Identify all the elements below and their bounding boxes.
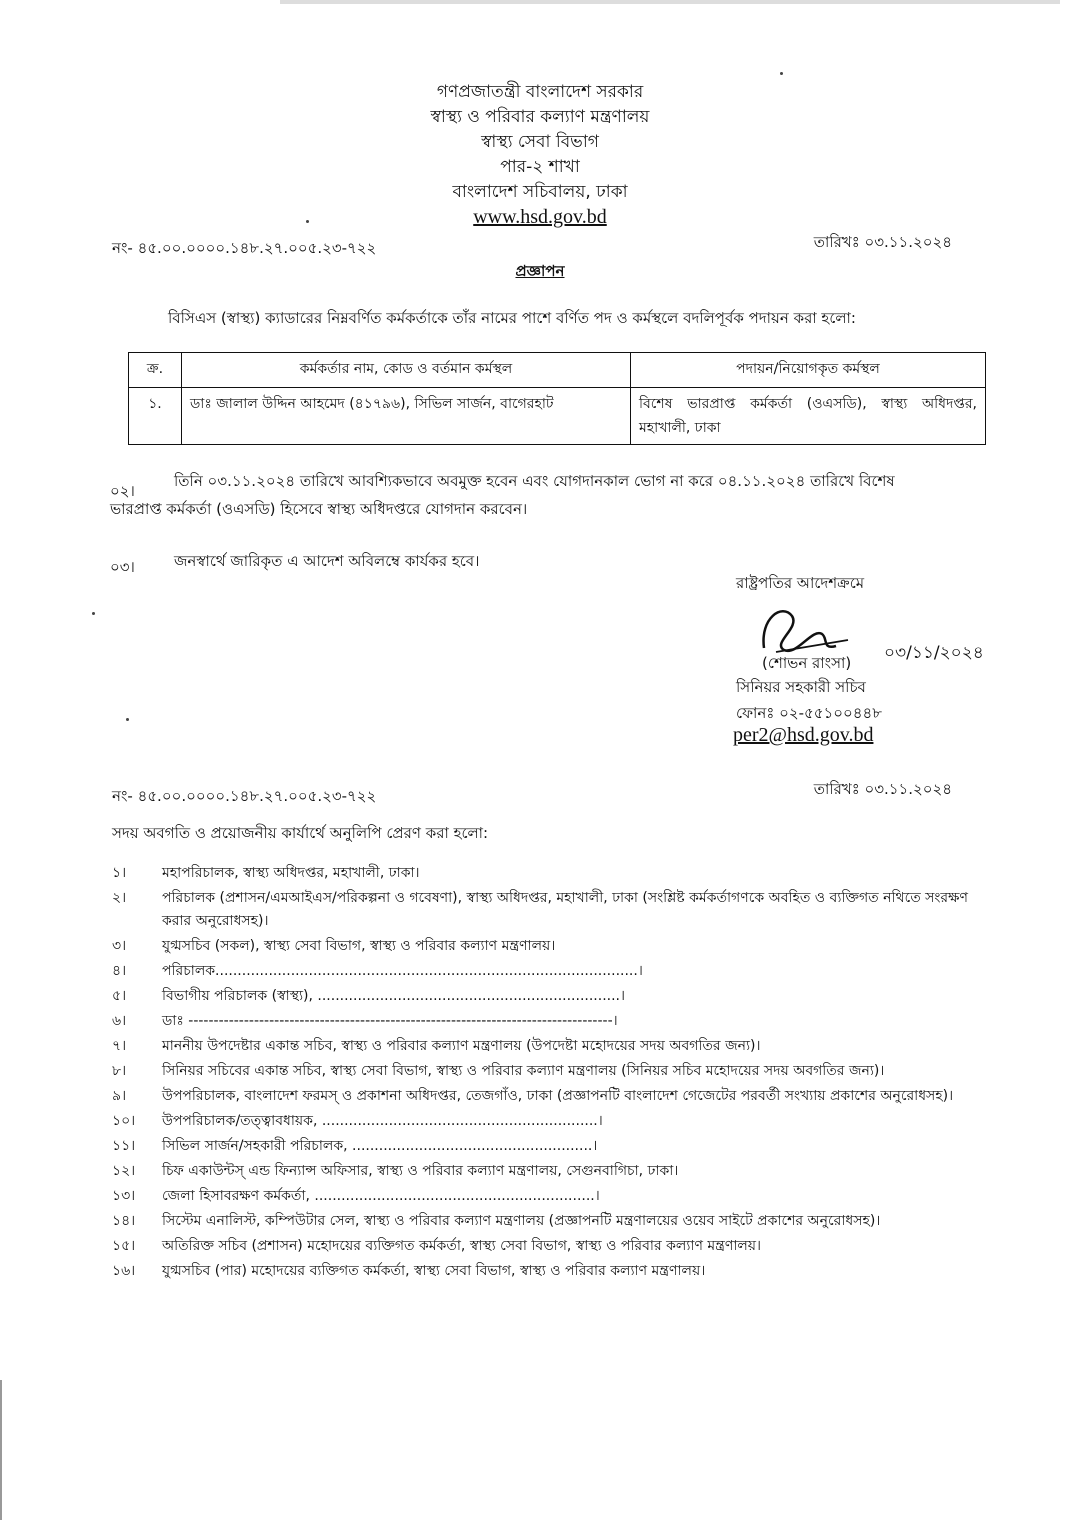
- item-text: সিনিয়র সচিবের একান্ত সচিব, স্বাস্থ্য সেবা বিভাগ, স্বাস্থ্য ও পরিবার কল্যাণ মন্ত্রণালয় (সিনিয়র সচিব মহোদয়ের সদয় অবগতির জন্য)।: [162, 1063, 885, 1079]
- item-number: ২।: [112, 890, 127, 906]
- table-row: [129, 388, 986, 445]
- para-2-line-2: ভারপ্রাপ্ত কর্মকর্তা (ওএসডি) হিসেবে স্বাস্থ্য অধিদপ্তরে যোগদান করবেন।: [110, 500, 528, 518]
- scan-speck: [126, 718, 129, 721]
- copy-intro: সদয় অবগতি ও প্রয়োজনীয় কার্যার্থে অনুলিপি প্রেরণ করা হলো:: [112, 824, 489, 842]
- website-link[interactable]: www.hsd.gov.bd: [473, 206, 607, 228]
- item-number: ১৩।: [112, 1188, 136, 1204]
- signatory-name: (শোভন রাংসা): [762, 654, 852, 672]
- scan-edge: [0, 1380, 2, 1520]
- list-item: [112, 1060, 992, 1083]
- item-number: ১২।: [112, 1163, 136, 1179]
- division-name: স্বাস্থ্য সেবা বিভাগ: [481, 132, 599, 152]
- order-line: রাষ্ট্রপতির আদেশক্রমে: [736, 574, 865, 592]
- list-item: [112, 1210, 992, 1233]
- scan-speck: [92, 612, 95, 615]
- item-number: ৮।: [112, 1063, 127, 1079]
- list-item: [112, 985, 992, 1008]
- item-text: ডাঃ ------------------------------------------------------------------------------------।: [162, 1013, 618, 1029]
- col-serial-header: ক্র.: [129, 353, 182, 388]
- item-number: ১৪।: [112, 1213, 136, 1229]
- item-number: ১০।: [112, 1113, 136, 1129]
- table-header-row: [129, 353, 986, 388]
- item-text: চিফ একাউন্টস্ এন্ড ফিন্যান্স অফিসার, স্বাস্থ্য ও পরিবার কল্যাণ মন্ত্রণালয়, সেগুনবাগিচা, ঢাকা।: [162, 1163, 679, 1179]
- list-item: [112, 1035, 992, 1058]
- item-number: ৩।: [112, 938, 127, 954]
- copy-date: তারিখঃ ০৩.১১.২০২৪: [813, 780, 952, 798]
- list-item: [112, 1110, 992, 1133]
- list-item: [112, 1235, 992, 1258]
- signatory-designation: সিনিয়র সহকারী সচিব: [736, 678, 866, 696]
- gov-name: গণপ্রজাতন্ত্রী বাংলাদেশ সরকার: [436, 82, 644, 102]
- item-text: মাননীয় উপদেষ্টার একান্ত সচিব, স্বাস্থ্য ও পরিবার কল্যাণ মন্ত্রণালয় (উপদেষ্টা মহোদয়ের সদয় অবগতির জন্য)।: [162, 1038, 761, 1054]
- col-officer-header: কর্মকর্তার নাম, কোড ও বর্তমান কর্মস্থল: [182, 353, 631, 388]
- item-number: ৯।: [112, 1088, 127, 1104]
- signature-date: ০৩/১১/২০২৪: [884, 643, 984, 663]
- scan-artifact: [280, 0, 1060, 4]
- posting-table: [128, 352, 986, 445]
- item-text: উপপরিচালক, বাংলাদেশ ফরমস্ ও প্রকাশনা অধিদপ্তর, তেজগাঁও, ঢাকা (প্রজ্ঞাপনটি বাংলাদেশ গেজেটের পরবর্তী সংখ্যায় প্রকাশের অনুরোধসহ)।: [162, 1088, 954, 1104]
- list-item: [112, 862, 992, 885]
- item-text: সিস্টেম এনালিস্ট, কম্পিউটার সেল, স্বাস্থ্য ও পরিবার কল্যাণ মন্ত্রণালয় (প্রজ্ঞাপনটি মন্ত্রণালয়ের ওয়েব সাইটে প্রকাশের অনুরোধসহ)।: [162, 1213, 881, 1229]
- notification-intro: বিসিএস (স্বাস্থ্য) ক্যাডারের নিম্নবর্ণিত কর্মকর্তাকে তাঁর নামের পাশে বর্ণিত পদ ও কর্মস্থলে বদলিপূর্বক পদায়ন করা হলো:: [168, 309, 856, 327]
- item-number: ৭।: [112, 1038, 127, 1054]
- item-text: পরিচালক (প্রশাসন/এমআইএস/পরিকল্পনা ও গবেষণা), স্বাস্থ্য অধিদপ্তর, মহাখালী, ঢাকা (সংশ্লিষ্ট কর্মকর্তাগণকে অবহিত ও ব্যক্তিগত নথিতে সংরক্ষণ করার অনুরোধসহ)।: [162, 890, 968, 929]
- item-text: জেলা হিসাবরক্ষণ কর্মকর্তা, ...............................................................।: [162, 1188, 600, 1204]
- list-item: [112, 887, 992, 933]
- item-text: সিভিল সার্জন/সহকারী পরিচালক, ......................................................।: [162, 1138, 598, 1154]
- office-address: বাংলাদেশ সচিবালয়, ঢাকা: [452, 182, 628, 202]
- para-3-text: জনস্বার্থে জারিকৃত এ আদেশ অবিলম্বে কার্যকর হবে।: [174, 552, 480, 570]
- list-item: [112, 935, 992, 958]
- item-text: অতিরিক্ত সচিব (প্রশাসন) মহোদয়ের ব্যক্তিগত কর্মকর্তা, স্বাস্থ্য সেবা বিভাগ, স্বাস্থ্য ও পরিবার কল্যাণ মন্ত্রণালয়।: [162, 1238, 762, 1254]
- col-posting-header: পদায়ন/নিয়োগকৃত কর্মস্থল: [631, 353, 986, 388]
- item-text: মহাপরিচালক, স্বাস্থ্য অধিদপ্তর, মহাখালী, ঢাকা।: [162, 865, 420, 881]
- item-text: উপপরিচালক/তত্ত্বাবধায়ক, ..............................................................।: [162, 1113, 603, 1129]
- copy-ref-number: নং- ৪৫.০০.০০০০.১৪৮.২৭.০০৫.২৩-৭২২: [112, 787, 377, 805]
- item-number: ১১।: [112, 1138, 136, 1154]
- signatory-email[interactable]: per2@hsd.gov.bd: [733, 724, 874, 746]
- item-number: ৫।: [112, 988, 127, 1004]
- signatory-phone: ফোনঃ ০২-৫৫১০০৪৪৮: [736, 704, 882, 722]
- para-2-line-1: তিনি ০৩.১১.২০২৪ তারিখে আবশ্যিকভাবে অবমুক্ত হবেন এবং যোগদানকাল ভোগ না করে ০৪.১১.২০২৪ তারিখে বিশেষ: [174, 472, 895, 490]
- row-posting: বিশেষ ভারপ্রাপ্ত কর্মকর্তা (ওএসডি), স্বাস্থ্য অধিদপ্তর, মহাখালী, ঢাকা: [631, 388, 986, 445]
- item-number: ৬।: [112, 1013, 127, 1029]
- distribution-list: [112, 862, 992, 1285]
- notification-title: প্রজ্ঞাপন: [515, 262, 565, 280]
- list-item: [112, 1260, 992, 1283]
- item-text: যুগ্মসচিব (পার) মহোদয়ের ব্যক্তিগত কর্মকর্তা, স্বাস্থ্য সেবা বিভাগ, স্বাস্থ্য ও পরিবার কল্যাণ মন্ত্রণালয়।: [162, 1263, 706, 1279]
- row-serial: ১.: [129, 388, 182, 445]
- branch-name: পার-২ শাখা: [500, 157, 580, 177]
- ministry-name: স্বাস্থ্য ও পরিবার কল্যাণ মন্ত্রণালয়: [430, 107, 650, 127]
- list-item: [112, 1135, 992, 1158]
- para-3-number: ০৩।: [110, 558, 135, 576]
- list-item: [112, 1160, 992, 1183]
- list-item: [112, 1185, 992, 1208]
- item-text: বিভাগীয় পরিচালক (স্বাস্থ্য), ....................................................................।: [162, 988, 626, 1004]
- item-number: ৪।: [112, 963, 127, 979]
- para-2-number: ০২।: [110, 482, 135, 500]
- row-officer: ডাঃ জালাল উদ্দিন আহমেদ (৪১৭৯৬), সিভিল সার্জন, বাগেরহাট: [182, 388, 631, 445]
- item-text: যুগ্মসচিব (সকল), স্বাস্থ্য সেবা বিভাগ, স্বাস্থ্য ও পরিবার কল্যাণ মন্ত্রণালয়।: [162, 938, 556, 954]
- scan-speck: [780, 72, 783, 75]
- list-item: [112, 960, 992, 983]
- memo-date: তারিখঃ ০৩.১১.২০২৪: [813, 233, 952, 251]
- memo-ref-number: নং- ৪৫.০০.০০০০.১৪৮.২৭.০০৫.২৩-৭২২: [112, 239, 377, 257]
- item-text: পরিচালক...............................................................................................।: [162, 963, 643, 979]
- item-number: ১৬।: [112, 1263, 136, 1279]
- list-item: [112, 1010, 992, 1033]
- list-item: [112, 1085, 992, 1108]
- item-number: ১।: [112, 865, 127, 881]
- item-number: ১৫।: [112, 1238, 136, 1254]
